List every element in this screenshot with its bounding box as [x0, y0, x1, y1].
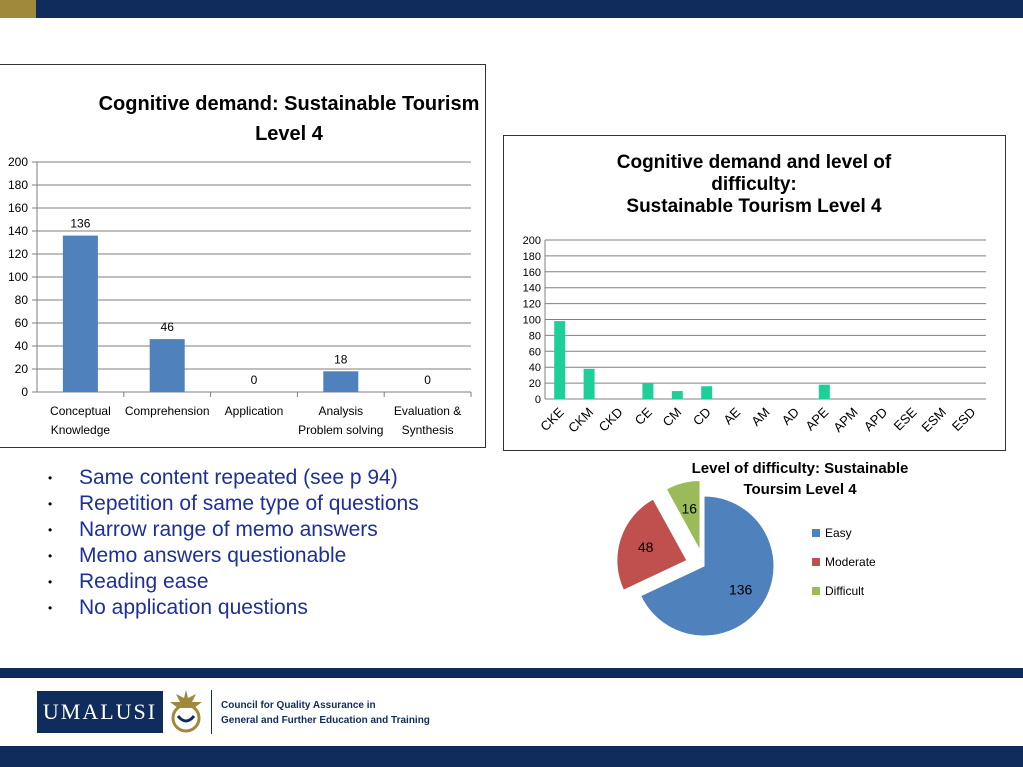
y-tick-label: 60: [14, 316, 28, 330]
bullet-icon: •: [48, 471, 53, 485]
x-tick-label: Conceptual: [50, 404, 111, 418]
findings-list: [44, 465, 484, 621]
y-tick-label: 180: [522, 250, 541, 263]
x-tick-label: AE: [720, 404, 744, 428]
data-label: 0: [250, 373, 258, 387]
bar: [819, 385, 830, 399]
x-tick-label: AM: [748, 404, 773, 429]
x-tick-label: CKE: [537, 404, 567, 435]
list-item-text: Same content repeated (see p 94): [79, 466, 398, 489]
top-banner: [0, 0, 1023, 18]
bar-plot: [504, 136, 1007, 452]
demand-difficulty-chart: [503, 135, 1006, 451]
list-item: [44, 543, 484, 569]
chart-title-line: Cognitive demand and level of: [616, 152, 892, 173]
chart-title-line: Level 4: [255, 123, 323, 145]
bullet-icon: •: [48, 523, 53, 537]
y-tick-label: 180: [7, 178, 28, 192]
x-tick-label: ESM: [918, 404, 950, 436]
bar: [642, 383, 653, 399]
list-item: [44, 569, 484, 595]
x-tick-label: CE: [631, 404, 656, 428]
y-tick-label: 40: [528, 362, 541, 375]
pie-data-label: 136: [728, 581, 753, 598]
x-tick-label: CM: [659, 404, 685, 430]
bullet-icon: •: [48, 497, 53, 511]
x-tick-label: CKM: [565, 404, 597, 436]
y-tick-label: 140: [7, 224, 28, 238]
data-label: 46: [160, 320, 174, 335]
footer-bottom-band: [0, 746, 1023, 767]
cognitive-demand-chart: [0, 64, 486, 448]
x-tick-label: APD: [860, 404, 891, 435]
bar: [701, 386, 712, 399]
chart-title-line: difficulty:: [711, 174, 797, 195]
y-tick-label: 160: [522, 266, 541, 279]
x-tick-label: CKD: [595, 404, 626, 435]
y-tick-label: 20: [528, 378, 541, 391]
bullet-icon: •: [48, 575, 53, 589]
data-label: 136: [70, 216, 91, 231]
list-item: [44, 491, 484, 517]
footer-divider: [211, 690, 212, 734]
bar: [323, 371, 358, 392]
x-tick-label: Knowledge: [50, 423, 111, 437]
bullet-icon: •: [48, 549, 53, 563]
x-tick-label: Application: [224, 404, 284, 418]
x-tick-label: Comprehension: [124, 404, 210, 418]
y-tick-label: 20: [14, 362, 28, 376]
list-item: [44, 517, 484, 543]
y-tick-label: 100: [7, 270, 28, 284]
bar: [63, 236, 98, 392]
umalusi-emblem-icon: [166, 688, 206, 734]
x-tick-label: Problem solving: [298, 423, 384, 437]
list-item-text: Repetition of same type of questions: [79, 492, 419, 515]
y-tick-label: 120: [522, 298, 541, 311]
x-tick-label: Synthesis: [401, 423, 454, 437]
list-item: [44, 595, 484, 621]
x-tick-label: ESD: [948, 404, 979, 435]
bar: [554, 321, 565, 399]
list-item-text: Reading ease: [79, 570, 209, 593]
top-banner-accent: [0, 0, 36, 18]
council-line: General and Further Education and Training: [221, 715, 430, 726]
chart-title-line: Level of difficulty: Sustainable: [691, 460, 909, 477]
y-tick-label: 160: [7, 201, 28, 215]
legend-label: Difficult: [825, 584, 865, 598]
x-tick-label: APE: [802, 404, 832, 434]
council-line: Council for Quality Assurance in: [221, 700, 376, 711]
legend-swatch: [812, 587, 820, 595]
chart-title-line: Cognitive demand: Sustainable Tourism: [98, 93, 480, 115]
legend-label: Easy: [825, 526, 852, 540]
bar: [150, 339, 185, 392]
list-item-text: Memo answers questionable: [79, 544, 347, 567]
y-tick-label: 200: [7, 155, 28, 169]
list-item-text: No application questions: [79, 596, 308, 619]
chart-title-line: Toursim Level 4: [743, 481, 857, 498]
y-tick-label: 200: [522, 235, 541, 247]
y-tick-label: 80: [14, 293, 28, 307]
y-tick-label: 100: [522, 314, 541, 327]
legend-swatch: [812, 529, 820, 537]
y-tick-label: 0: [21, 385, 28, 399]
council-text: [221, 698, 430, 728]
pie-data-label: 16: [681, 500, 698, 517]
data-label: 0: [424, 373, 431, 387]
y-tick-label: 0: [534, 394, 541, 406]
difficulty-pie-chart: [600, 452, 1000, 652]
y-tick-label: 40: [14, 339, 28, 353]
x-tick-label: ESE: [890, 404, 920, 434]
pie-data-label: 48: [637, 539, 654, 556]
x-tick-label: Analysis: [318, 404, 364, 418]
list-item-text: Narrow range of memo answers: [79, 518, 378, 541]
x-tick-label: AD: [778, 404, 803, 428]
bar: [584, 369, 595, 399]
umalusi-logo: UMALUSI: [37, 691, 163, 733]
x-tick-label: APM: [830, 404, 861, 436]
y-tick-label: 120: [7, 247, 28, 261]
chart-title-line: Sustainable Tourism Level 4: [626, 196, 882, 217]
pie-plot: [600, 452, 1000, 652]
bullet-icon: •: [48, 601, 53, 615]
data-label: 18: [334, 352, 348, 367]
x-tick-label: CD: [689, 404, 714, 429]
y-tick-label: 140: [522, 282, 541, 295]
bar-plot: [0, 65, 487, 449]
footer-band: [0, 668, 1023, 678]
bar: [672, 391, 683, 399]
list-item: [44, 465, 484, 491]
x-tick-label: Evaluation &: [393, 404, 462, 418]
legend-swatch: [812, 558, 820, 566]
legend-label: Moderate: [825, 555, 876, 569]
y-tick-label: 60: [528, 346, 541, 359]
y-tick-label: 80: [528, 330, 541, 343]
